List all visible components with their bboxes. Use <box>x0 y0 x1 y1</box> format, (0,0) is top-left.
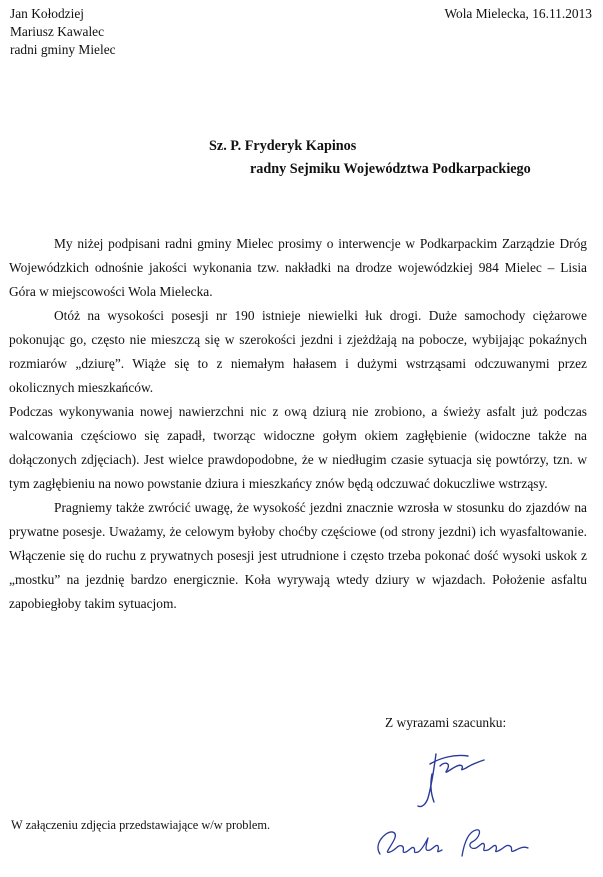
signature-kawalec-image <box>372 820 532 870</box>
letter-body <box>9 232 587 616</box>
body-paragraph-4: Pragniemy także zwrócić uwagę, że wysokość jezdni znacznie wzrosła w stosunku do zjazdów na prywatne posesje. Uważamy, że celowym byłoby choćby częściowe (od strony jezdni) ich wyasfaltowanie. Włączenie się do ruchu z prywatnych posesji jest utrudnione i często trzeba pokonać dość wysoki uskok z „mostku” na jezdnię bardzo energicznie. Koła wyrywają wtedy dziury w wjazdach. Położenie asfaltu zapobiegłoby takim sytuacjom. <box>9 500 587 611</box>
addressee-name: Sz. P. Fryderyk Kapinos <box>209 138 357 154</box>
sender-name-2: Mariusz Kawalec <box>10 24 105 39</box>
sender-block <box>10 5 116 59</box>
signature-kawalec <box>372 820 532 874</box>
body-paragraph-3: Podczas wykonywania nowej nawierzchni nic z ową dziurą nie zrobiono, a świeży asfalt już podczas walcowania częściowo się zapadł, tworząc widoczne gołym okiem zagłębienie (widoczne także na dołączonych zdjęciach). Jest wielce prawdopodobne, że w niedługim czasie sytuacja się powtórzy, tzn. w tym zagłębieniu na nowo powstanie dziura i mieszkańcy znów będą odczuwać dokuczliwe wstrząsy. <box>9 404 587 491</box>
body-paragraph-1: My niżej podpisani radni gminy Mielec prosimy o interwencje w Podkarpackim Zarządzie Dróg Wojewódzkich odnośnie jakości wykonania tzw. nakładki na drodze wojewódzkiej 984 Mielec – Lisia Góra w miejscowości Wola Mielecka. <box>9 236 587 299</box>
sender-role: radni gminy Mielec <box>10 42 116 57</box>
signature-kolodziej <box>400 744 510 820</box>
addressee-title: radny Sejmiku Województwa Podkarpackiego <box>250 161 531 177</box>
attachment-note: W załączeniu zdjęcia przedstawiające w/w problem. <box>11 818 271 832</box>
place-and-date: Wola Mielecka, 16.11.2013 <box>444 6 592 21</box>
closing-salutation: Z wyrazami szacunku: <box>385 715 507 730</box>
sender-name-1: Jan Kołodziej <box>10 6 85 21</box>
signature-kolodziej-image <box>400 744 510 816</box>
body-paragraph-2: Otóż na wysokości posesji nr 190 istnieje niewielki łuk drogi. Duże samochody ciężarowe pokonując go, często nie mieszczą się w szerokości jezdni i zjeżdżają na pobocze, wybijając pokaźnych rozmiarów „dziurę”. Wiąże się to z niemałym hałasem i dużymi wstrząsami odczuwanymi przez okolicznych mieszkańców. <box>9 308 587 395</box>
